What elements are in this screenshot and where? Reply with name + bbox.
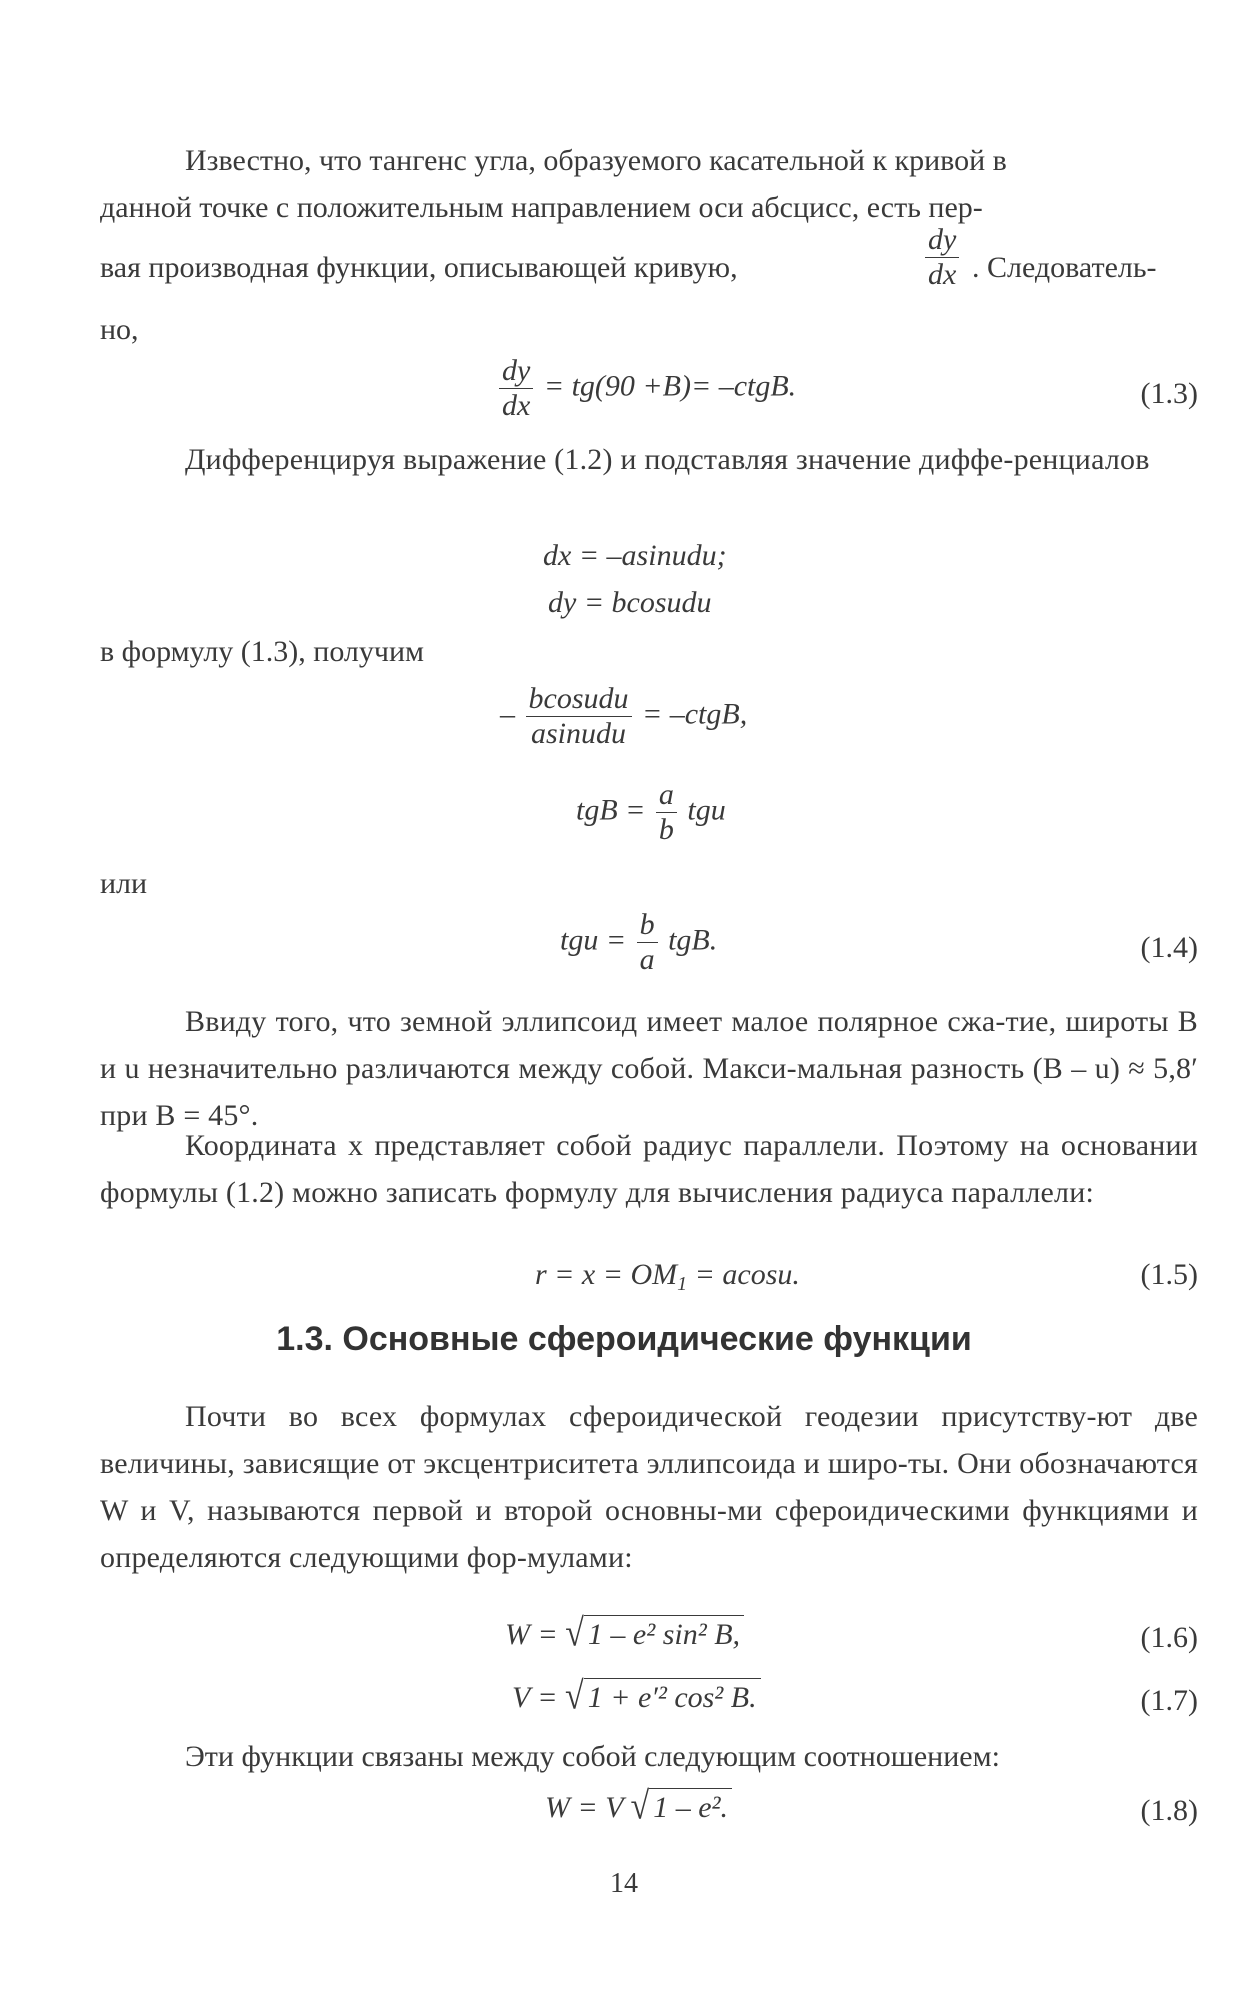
- equation-1-3: [496, 354, 796, 423]
- eq-tgB-num: a: [658, 778, 674, 811]
- sqrt-sign-icon: √: [565, 1675, 584, 1718]
- eq-1-8-radicand: 1 – e².: [649, 1788, 732, 1825]
- eq-1-5-text: r = x = OM: [535, 1258, 678, 1291]
- eq-1-5-sub: 1: [677, 1273, 688, 1295]
- equation-1-4: [560, 908, 717, 977]
- eq-1-3-num: dy: [502, 354, 531, 387]
- eq-1-3-den: dx: [499, 388, 533, 423]
- equation-number-1-5: (1.5): [1140, 1258, 1198, 1291]
- paragraph-5: Почти во всех формулах сфероидической геодезии присутству-ют две величины, зависящие от эксцентриситета эллипсоида и широ-ты. Они обозначаются W и V, называются первой и второй основны-ми сфероидическими функциями и определяются следующими фор-мулами:: [100, 1400, 1198, 1574]
- paragraph-1-line-3-end: . Следователь-: [972, 251, 1157, 284]
- eq-1-3-rhs: = tg(90 +B)= –ctgB.: [543, 369, 797, 403]
- equation-tgB: [576, 778, 726, 847]
- text-or: или: [100, 867, 148, 900]
- page-number: 14: [610, 1868, 638, 1899]
- section-title: 1.3. Основные сфероидические функции: [276, 1320, 972, 1358]
- paragraph-1-line-1: Известно, что тангенс угла, образуемого касательной к кривой в: [185, 144, 1007, 177]
- equation-number-1-4: (1.4): [1140, 931, 1198, 964]
- eq-ratio-minus: –: [500, 697, 515, 731]
- paragraph-1-line-4: но,: [100, 313, 139, 346]
- paragraph-1-line-2: данной точке с положительным направлением оси абсцисс, есть пер-: [100, 191, 983, 224]
- equation-1-6: [505, 1614, 744, 1655]
- eq-1-8-lhs: W = V: [545, 1791, 624, 1824]
- eq-ratio-den: asinudu: [526, 716, 632, 751]
- eq-ratio-num: bcosudu: [528, 682, 629, 715]
- eq-tgB-den: b: [656, 812, 677, 847]
- sqrt-sign-icon: √: [630, 1785, 650, 1828]
- eq-1-7-lhs: V =: [512, 1681, 558, 1714]
- inline-derivative: [922, 223, 962, 292]
- eq-1-7-radicand: 1 + e′² cos² B.: [584, 1678, 761, 1715]
- eq-ratio-rhs: = –ctgB,: [642, 697, 748, 731]
- eq-1-4-lhs: tgu =: [560, 923, 627, 957]
- eq-1-4-den: a: [637, 942, 658, 977]
- paragraph-4: Координата x представляет собой радиус параллели. Поэтому на основании формулы (1.2) можно записать формулу для вычисления радиуса параллели:: [100, 1129, 1198, 1209]
- equation-1-7: [512, 1677, 761, 1718]
- equation-number-1-7: (1.7): [1140, 1684, 1198, 1717]
- eq-1-4-num: b: [639, 908, 655, 941]
- paragraph-1-line-3-start: вая производная функции, описывающей кривую,: [100, 251, 738, 284]
- equation-number-1-6: (1.6): [1140, 1621, 1198, 1654]
- equation-ratio: [500, 682, 747, 751]
- eq-1-5-tail: = acosu.: [687, 1258, 800, 1291]
- paragraph-3: Ввиду того, что земной эллипсоид имеет малое полярное сжа-тие, широты B и u незначительно различаются между собой. Макси-мальная разность (B – u) ≈ 5,8′ при B = 45°.: [100, 1005, 1198, 1132]
- equation-number-1-3: (1.3): [1140, 377, 1198, 410]
- inline-derivative-den: dx: [925, 257, 959, 292]
- eq-1-4-rhs: tgB.: [668, 923, 718, 957]
- eq-tgB-rhs: tgu: [687, 793, 726, 827]
- equation-dx: dx = –asinudu;: [543, 539, 727, 572]
- sqrt-sign-icon: √: [565, 1612, 584, 1655]
- paragraph-6: Эти функции связаны между собой следующим соотношением:: [185, 1740, 1000, 1773]
- paragraph-2: Дифференцируя выражение (1.2) и подставляя значение диффе-ренциалов: [185, 443, 1150, 476]
- inline-derivative-num: dy: [928, 223, 957, 256]
- text-into-formula: в формулу (1.3), получим: [100, 635, 425, 668]
- equation-number-1-8: (1.8): [1140, 1794, 1198, 1827]
- equation-dy: dy = bcosudu: [548, 586, 712, 619]
- equation-1-5: [535, 1255, 800, 1295]
- equation-1-8: [545, 1787, 732, 1828]
- eq-tgB-lhs: tgB =: [576, 793, 646, 827]
- eq-1-6-radicand: 1 – e² sin² B,: [584, 1615, 744, 1652]
- eq-1-6-lhs: W =: [505, 1618, 558, 1651]
